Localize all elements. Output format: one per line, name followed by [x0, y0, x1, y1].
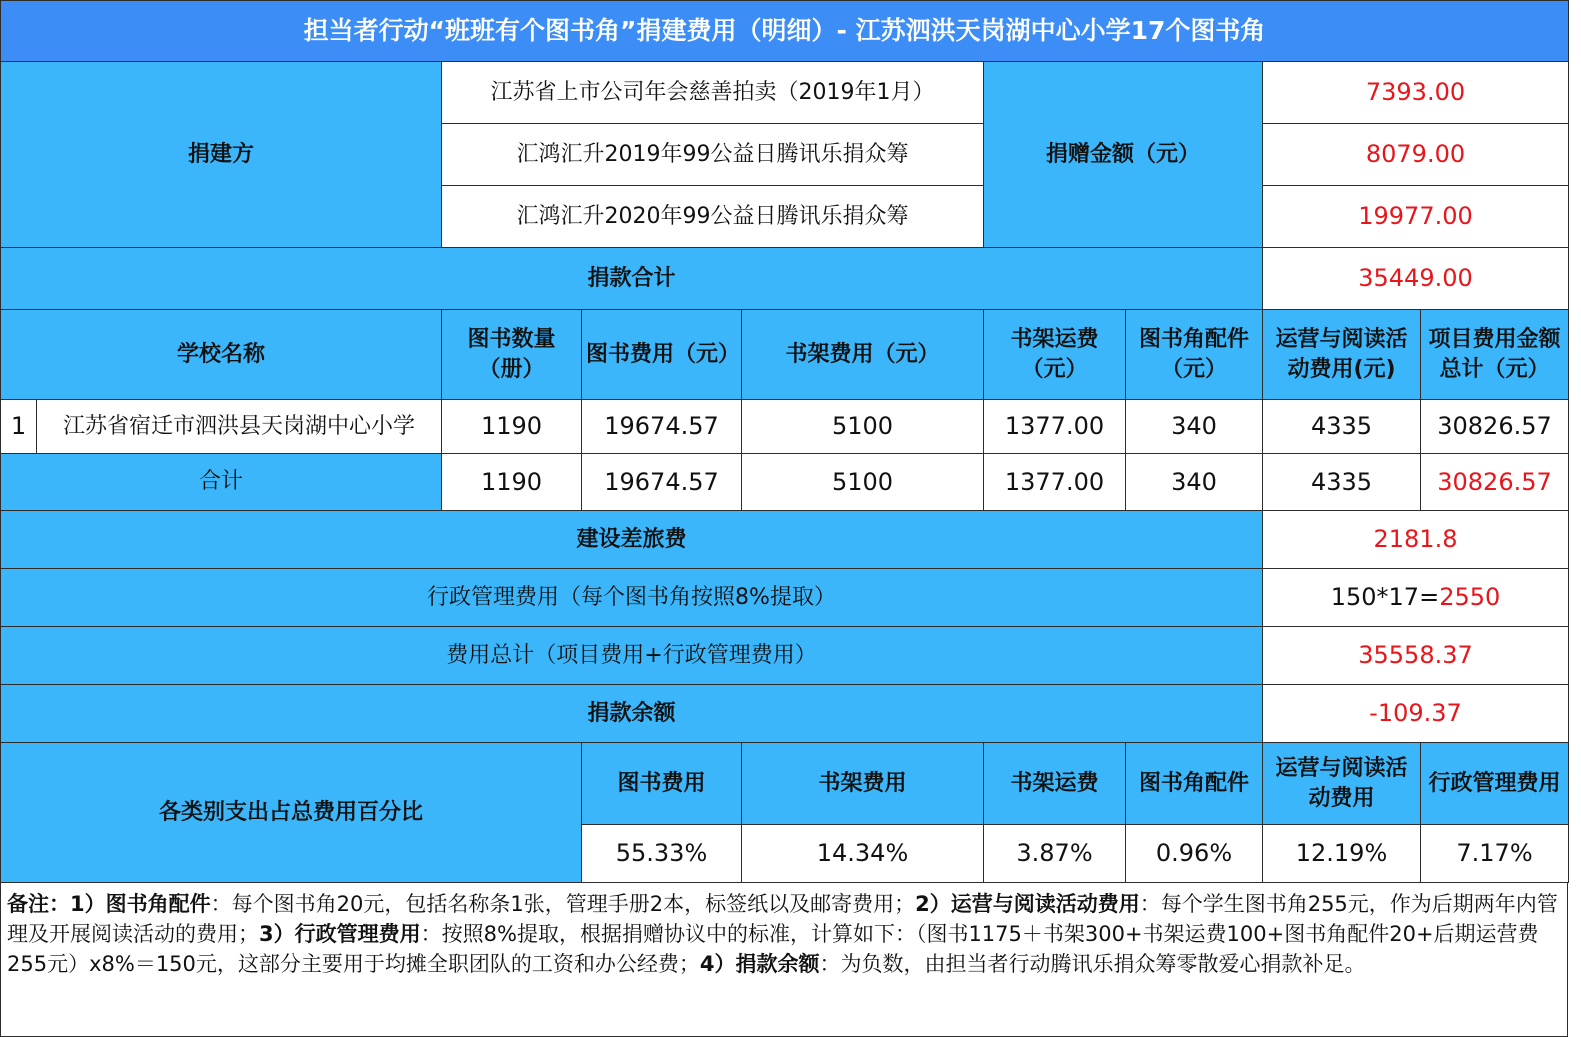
subtotal-project-total: 30826.57 [1421, 454, 1569, 511]
percent-value: 0.96% [1126, 825, 1263, 883]
notes-term-accessories: 图书角配件 [105, 892, 211, 916]
notes-num-3: 3） [259, 922, 295, 946]
header-school: 学校名称 [1, 310, 442, 400]
percent-category: 书架运费 [984, 743, 1126, 825]
notes-num-4: 4） [699, 952, 736, 976]
admin-formula: 150*17= [1330, 583, 1440, 612]
balance-label: 捐款余额 [1, 685, 1263, 743]
notes-term-balance: 捐款余额 [735, 952, 820, 976]
book-qty: 1190 [442, 400, 582, 454]
notes-box [0, 882, 1568, 1037]
notes-desc-accessories: ：每个图书角20元，包括名称条1张，管理手册2本，标签纸以及邮寄费用； [210, 892, 916, 916]
operation: 4335 [1263, 400, 1421, 454]
total-cost-label: 费用总计（项目费用+行政管理费用） [1, 627, 1263, 685]
total-cost-value: 35558.37 [1263, 627, 1569, 685]
accessories: 340 [1126, 400, 1263, 454]
project-total: 30826.57 [1421, 400, 1569, 454]
subtotal-shelf-freight: 1377.00 [984, 454, 1126, 511]
notes-desc-operation: ：每个学生图书角255元，作为后期两年内管理及开展阅读活动的费用； [7, 892, 1558, 946]
subtotal-book-cost: 19674.57 [582, 454, 742, 511]
notes-term-operation: 运营与阅读活动费用 [950, 892, 1140, 916]
donation-amount: 19977.00 [1263, 186, 1569, 248]
donor-name: 汇鸿汇升2019年99公益日腾讯乐捐众筹 [442, 124, 984, 186]
percent-value: 12.19% [1263, 825, 1421, 883]
travel-label: 建设差旅费 [1, 511, 1263, 569]
shelf-freight: 1377.00 [984, 400, 1126, 454]
donation-amount: 8079.00 [1263, 124, 1569, 186]
table-row [1, 400, 1569, 454]
notes-term-admin: 行政管理费用 [294, 922, 421, 946]
header-accessories: 图书角配件（元） [1126, 310, 1263, 400]
percent-category: 图书角配件 [1126, 743, 1263, 825]
header-book-cost: 图书费用（元） [582, 310, 742, 400]
balance-value: -109.37 [1263, 685, 1569, 743]
subtotal-label: 合计 [1, 454, 442, 511]
percent-category: 图书费用 [582, 743, 742, 825]
donation-total-label: 捐款合计 [1, 248, 1263, 310]
book-cost: 19674.57 [582, 400, 742, 454]
header-shelf-cost: 书架费用（元） [742, 310, 984, 400]
admin-value [1263, 569, 1569, 627]
percent-category: 行政管理费用 [1421, 743, 1569, 825]
percent-section-label: 各类别支出占总费用百分比 [1, 743, 582, 883]
admin-label: 行政管理费用（每个图书角按照8%提取） [1, 569, 1263, 627]
donation-amount-label: 捐赠金额（元） [984, 62, 1263, 248]
subtotal-row [1, 454, 1569, 511]
shelf-cost: 5100 [742, 400, 984, 454]
donor-name: 江苏省上市公司年会慈善拍卖（2019年1月） [442, 62, 984, 124]
subtotal-book-qty: 1190 [442, 454, 582, 511]
header-shelf-freight: 书架运费（元） [984, 310, 1126, 400]
percent-value: 14.34% [742, 825, 984, 883]
notes-prefix: 备注：1） [7, 892, 106, 916]
travel-value: 2181.8 [1263, 511, 1569, 569]
donor-name: 汇鸿汇升2020年99公益日腾讯乐捐众筹 [442, 186, 984, 248]
subtotal-operation: 4335 [1263, 454, 1421, 511]
header-operation: 运营与阅读活动费用(元) [1263, 310, 1421, 400]
row-index: 1 [1, 400, 37, 454]
admin-amount: 2550 [1439, 583, 1501, 612]
subtotal-shelf-cost: 5100 [742, 454, 984, 511]
percent-value: 7.17% [1421, 825, 1569, 883]
header-project-total: 项目费用金额总计（元） [1421, 310, 1569, 400]
percent-category: 书架费用 [742, 743, 984, 825]
donation-amount: 7393.00 [1263, 62, 1569, 124]
percent-value: 55.33% [582, 825, 742, 883]
school-name: 江苏省宿迁市泗洪县天岗湖中心小学 [37, 400, 442, 454]
percent-category: 运营与阅读活动费用 [1263, 743, 1421, 825]
notes-num-2: 2） [915, 892, 951, 916]
donor-label: 捐建方 [1, 62, 442, 248]
subtotal-accessories: 340 [1126, 454, 1263, 511]
notes-desc-admin: ：按照8%提取，根据捐赠协议中的标准，计算如下：（图书1175＋书架300+书架运费100+图书角配件20+后期运营费255元）x8%＝150元，这部分主要用于均摊全职团队的工资和办公经费； [7, 922, 1539, 976]
percent-value: 3.87% [984, 825, 1126, 883]
header-book-qty: 图书数量（册） [442, 310, 582, 400]
sheet-title: 担当者行动“班班有个图书角”捐建费用（明细）- 江苏泗洪天岗湖中心小学17个图书角 [1, 1, 1569, 62]
notes-desc-balance: ：为负数，由担当者行动腾讯乐捐众筹零散爱心捐款补足。 [819, 952, 1366, 976]
donation-total-value: 35449.00 [1263, 248, 1569, 310]
